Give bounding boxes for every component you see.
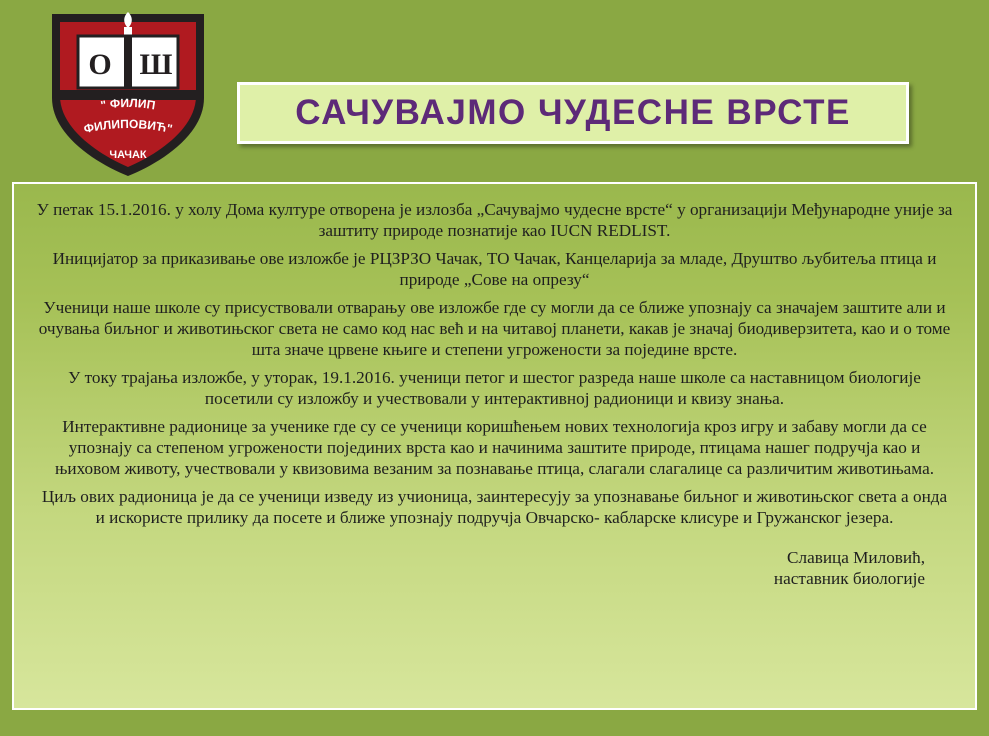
school-emblem-logo [38, 6, 218, 182]
slide-title-box [237, 82, 909, 144]
school-emblem-icon [38, 6, 218, 182]
paragraph: Интерактивне радионице за ученике где су се ученици коришћењем нових технологија кроз игру и забаву могли да се упознају са степеном угрожености појединих врста као и начинима заштите природе, птицама нашег подручја као и њиховом животу, учествовали у квизовима везаним за познавање птица, слагали слагалице са различитим животињама. [54, 416, 934, 478]
logo-letter-sh: Ш [139, 48, 173, 81]
paragraph: У току трајања изложбе, у уторак, 19.1.2016. ученици петог и шестог разреда наше школе са наставницом биологије посетили су изложбу и учествовали у интерактивној радионици и квизу знања. [68, 367, 921, 408]
paragraph: У петак 15.1.2016. у холу Дома културе отворена је излозба „Сачувајмо чудесне врсте“ у организацији Међународне уније за заштиту природе познатије као IUCN REDLIST. [36, 200, 953, 240]
paragraph: Циљ ових радионица је да се ученици изведу из учионица, заинтересују за упознавање биљног и животињског света а онда и искористе прилику да посете и ближе упознају подручја Овчарско- кабларске клисуре и Гружанског језера. [41, 486, 948, 527]
signature-block [36, 547, 925, 590]
paragraph: Иницијатор за приказивање ове изложбе је РЦЗРЗО Чачак, ТО Чачак, Канцеларија за младе, Друштво љубитеља птица и природе „Сове на опрезу“ [52, 248, 937, 289]
content-panel [12, 182, 977, 710]
logo-letter-o: О [88, 48, 112, 81]
logo-arc-text-middle: ФИЛИПОВИЋ" [82, 116, 174, 137]
signature-role: наставник биологије [773, 569, 925, 589]
paragraph: Ученици наше школе су присуствовали отварању ове изложбе где су могли да се ближе упознају са значајем заштите али и очувања биљног и животињског света не само код нас већ и на читавој планети, какав је значај биодиверзитета, као и о томе шта значе црвене књиге и степени угрожености за поједине врсте. [38, 297, 951, 359]
logo-arc-text-top: " ФИЛИП [99, 95, 157, 113]
logo-city-text: ЧАЧАК [109, 149, 147, 161]
page-title: САЧУВАЈМО ЧУДЕСНЕ ВРСТЕ [295, 93, 851, 132]
signature-name: Славица Миловић, [787, 547, 925, 567]
